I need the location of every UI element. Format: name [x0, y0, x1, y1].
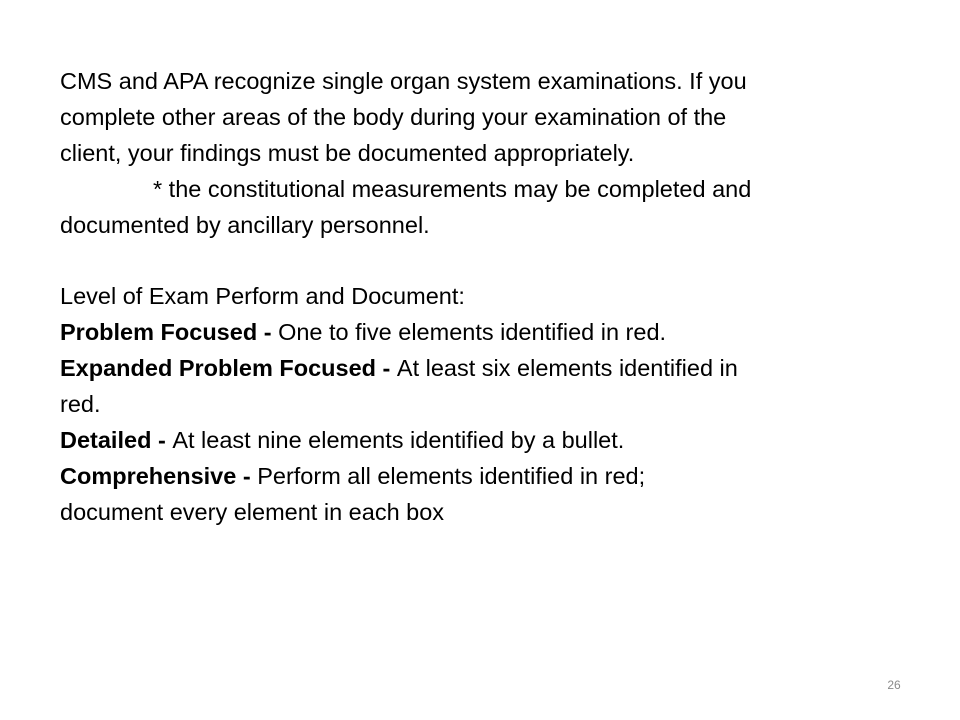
- level-term: Expanded Problem Focused -: [60, 355, 397, 381]
- slide-number: 26: [887, 678, 901, 692]
- level-expanded-problem-focused: [60, 350, 920, 386]
- level-description: At least six elements identified in: [396, 355, 738, 381]
- level-term: Comprehensive -: [60, 463, 258, 489]
- slide-body: [60, 63, 920, 530]
- level-term: Problem Focused -: [60, 319, 279, 345]
- level-description: One to five elements identified in red.: [278, 319, 667, 345]
- level-description-continued: document every element in each box: [60, 499, 445, 525]
- level-detailed: [60, 422, 920, 458]
- intro-line-3: client, your findings must be documented appropriately.: [60, 140, 635, 166]
- note-line-1: * the constitutional measurements may be completed and: [153, 176, 752, 202]
- level-problem-focused: [60, 314, 920, 350]
- intro-line-2: complete other areas of the body during your examination of the: [60, 104, 727, 130]
- intro-line-1: CMS and APA recognize single organ system examinations. If you: [60, 68, 747, 94]
- level-description-continued: red.: [60, 391, 101, 417]
- levels-heading: Level of Exam Perform and Document:: [60, 283, 465, 309]
- level-term: Detailed -: [60, 427, 173, 453]
- level-description: Perform all elements identified in red;: [257, 463, 646, 489]
- level-description: At least nine elements identified by a bullet.: [172, 427, 625, 453]
- level-comprehensive: [60, 458, 920, 494]
- note-line-2: documented by ancillary personnel.: [60, 212, 430, 238]
- paragraph-spacer: [60, 243, 920, 278]
